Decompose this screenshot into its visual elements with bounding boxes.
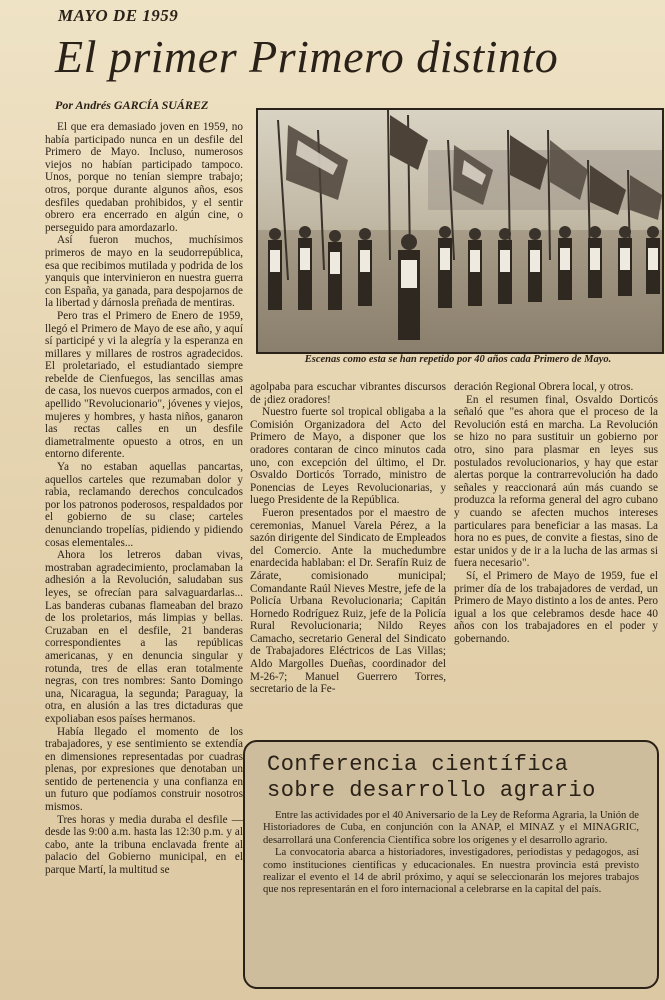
paragraph: La convocatoria abarca a historiadores, investigadores, periodistas y pedagogos, así como instituciones científicas y educacionales. En nuestra provincia está previsto realizar el evento el 14 de abril próximo, y aquí se seleccionarán los mejores trabajos que nos representarán en el foro internacional a celebrarse en la capital del país.: [263, 847, 639, 896]
paragraph: Fueron presentados por el maestro de ceremonias, Manuel Varela Pérez, a la sazón dirigente del Sindicato de Empleados del Comercio. Ante la muchedumbre enardecida hablaban: el Dr. Serafín Ruiz de Zárate, comisionado municipal; Comandante Raúl Nieves Mestre, jefe de la Policía Urbana Revolucionaria; Capitán Hornedo Rodríguez Ruiz, jefe de la Policía Rural Revolucionaria; Nildo Reyes Camacho, secretario General del Sindicato de Trabajadores Eléctricos de Las Villas; Aldo Margolles Dueñas, coordinador del M-26-7; Manuel Guerrero Torres, secretario de la Fe-: [250, 506, 446, 696]
paragraph: agolpaba para escuchar vibrantes discursos de ¡diez oradores!: [250, 381, 446, 406]
byline: Por Andrés GARCÍA SUÁREZ: [55, 98, 209, 112]
paragraph: Así fueron muchos, muchísimos primeros de mayo en la seudorrepública, esa que recibimos mutilada y podrida de los yanquis que intervinieron en nuestra guerra con España, ya ganada, para despojarnos de la libertad y dárnosla preñada de mentiras.: [45, 234, 243, 310]
paragraph: Ahora los letreros daban vivas, mostraban agradecimiento, proclamaban la adhesión a la Revolución, saludaban sus leyes, se ofrecían para salvaguardarlas... Las banderas cubanas flameaban del brazo de los proletarios, más limpias y bellas. Cruzaban en el desfile, 21 banderas correspondientes a las repúblicas americanas, y en denuncia singular y rotunda, tres de ellas eran totalmente negras, con tres nombres: Santo Domingo una, Nicaragua, la segunda; Paraguay, la otra, en alusión a las tres dictaduras que expoliaban esos países hermanos.: [45, 549, 243, 725]
photo-caption: Escenas como esta se han repetido por 40 años cada Primero de Mayo.: [304, 354, 612, 365]
sidebar-box-title-line: sobre desarrollo agrario: [267, 778, 596, 803]
paragraph: Entre las actividades por el 40 Aniversario de la Ley de Reforma Agraria, la Unión de Historiadores de Cuba, en conjunción con la ANAP, el MINAZ y el MINAGRIC, desarrollará una Conferencia Científica sobre los orígenes y el desarrollo agrario.: [263, 810, 639, 846]
article-column-3: [454, 381, 658, 726]
sidebar-box-title: [267, 752, 596, 804]
sidebar-box: [243, 740, 659, 989]
section-label: MAYO DE 1959: [58, 6, 179, 25]
paragraph: Sí, el Primero de Mayo de 1959, fue el primer día de los trabajadores de verdad, un Primero de Mayo distinto a los de antes. Pero igual a los que celebramos desde hace 40 años con los trabajadores en el poder y gobernando.: [454, 569, 658, 645]
paragraph: deración Regional Obrera local, y otros.: [454, 381, 634, 393]
paragraph: En el resumen final, Osvaldo Dorticós señaló que "es ahora que el proceso de la Revolución está en marcha. La Revolución se hizo no para sustituir un gobierno por otro, sino para plasmar en leyes sus postulados revolucionarios, y hay que estar alertas porque la contrarrevolución ha dado señales y reaccionará aún más cuando se produzca la reforma general del agro cubano y cuando se afecten muchos intereses particulares para beneficiar a las masas. La hora no es pues, de convite a fiestas, sino de estar unidos y de ir a la lucha de las armas si fuera necesario".: [454, 393, 658, 570]
paragraph: Tres horas y media duraba el desfile —desde las 9:00 a.m. hasta las 12:30 p.m. y al cabo, ante la tribuna enclavada frente al palacio del Gobierno municipal, en el parque Martí, la multitud se: [45, 813, 243, 877]
paragraph: El que era demasiado joven en 1959, no había participado nunca en un desfile del Primero de Mayo. Incluso, numerosos viejos no habían participado tampoco. Unos, porque no tenían siempre trabajo; otros, porque durante algunos años, esos desfiles quedaban prohibidos, y el sentir obrero era encerrado en algún cine, o perseguido para amordazarlo.: [45, 121, 243, 234]
sidebar-box-title-line: Conferencia científica: [267, 752, 569, 777]
paragraph: Pero tras el Primero de Enero de 1959, llegó el Primero de Mayo de ese año, y aquí sí participé y vi la alegría y la esperanza en millares y millares de rostros agradecidos. El proletariado, el estudiantado siempre rebelde de Cienfuegos, las sencillas amas de casa, los nuevos cuerpos armados, con el apellido "Revolucionario", jóvenes y viejos, mujeres y hombres, y hasta niños, ganaron las rectas calles en un desfile diametralmente opuesto a otros, en un entorno diferente.: [45, 309, 243, 461]
paragraph: Ya no estaban aquellas pancartas, aquellos carteles que rezumaban dolor y rabia, reclamando derechos conculcados por los patronos poderosos, respaldados por el gobierno de su clase; carteles denunciando tropelías, pidiendo y pidiendo cosas elementales...: [45, 461, 243, 549]
paragraph: Nuestro fuerte sol tropical obligaba a la Comisión Organizadora del Acto del Primero de Mayo, a disponer que los oradores contaran de cinco minutos cada uno, con excepción del último, el Dr. Osvaldo Dorticós Torrado, ministro de Ponencias de Leyes Revolucionarias, y luego Presidente de la República.: [250, 406, 446, 507]
article-column-2: [250, 381, 446, 726]
paragraph: Había llegado el momento de los trabajadores, y ese sentimiento se extendía en dimensiones representadas por cuadras plenas, por expresiones que denotaban un sentido de pertenencia y una confianza en un futuro que podíamos construir nosotros mismos.: [45, 725, 243, 814]
headline: El primer Primero distinto: [55, 31, 559, 82]
article-column-1: [45, 121, 243, 949]
parade-photo-illustration: [258, 110, 662, 352]
sidebar-box-body: [263, 810, 639, 980]
parade-photo: [256, 108, 664, 354]
